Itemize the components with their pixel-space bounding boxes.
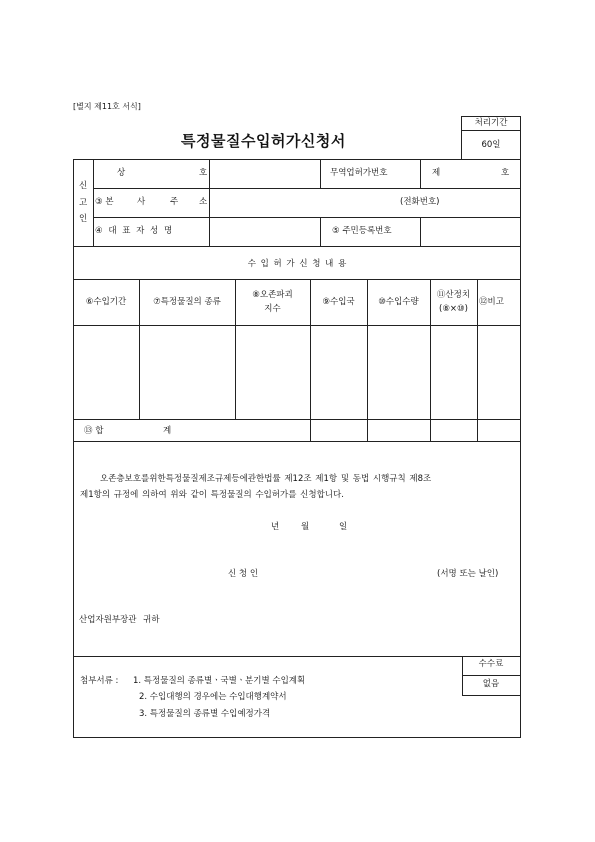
processing-period-value: 60일 bbox=[481, 140, 501, 150]
addressee: 산업자원부장관 귀하 bbox=[79, 615, 160, 625]
column-substance-type: ⑦특정물질의 종류 bbox=[153, 297, 221, 307]
address-label-3: 주 bbox=[170, 197, 179, 207]
applicant-signature-label: 신 청 인 bbox=[228, 569, 259, 579]
signature-note: (서명 또는 날인) bbox=[437, 569, 499, 579]
column-calculated-line1: ⑪산정치 bbox=[436, 290, 471, 300]
trade-license-suffix: 호 bbox=[501, 168, 510, 178]
date-day: 일 bbox=[339, 522, 348, 532]
column-remarks: ⑫비고 bbox=[479, 297, 504, 307]
address-label-2: 사 bbox=[137, 197, 146, 207]
column-calculated-line2: (⑧×⑩) bbox=[439, 304, 468, 314]
applicant-group-label-3: 인 bbox=[79, 214, 88, 224]
attachment-item-3: 3. 특정물질의 종류별 수입예정가격 bbox=[139, 709, 271, 719]
representative-name-label: ④ 대 표 자 성 명 bbox=[95, 226, 173, 236]
fee-value: 없음 bbox=[482, 679, 500, 689]
address-label-4: 소 bbox=[199, 197, 208, 207]
column-import-period: ⑥수입기간 bbox=[85, 297, 127, 307]
form-title: 특정물질수입허가신청서 bbox=[181, 132, 346, 150]
fee-label: 수수료 bbox=[478, 659, 504, 669]
trade-license-label: 무역업허가번호 bbox=[330, 168, 388, 178]
address-label-1: ③ 본 bbox=[95, 197, 114, 207]
form-reference: [별지 제11호 서식] bbox=[73, 102, 141, 111]
applicant-group-label-1: 신 bbox=[79, 181, 88, 191]
attachment-item-2: 2. 수입대행의 경우에는 수입대행계약서 bbox=[139, 692, 287, 702]
processing-period-label: 처리기간 bbox=[474, 118, 508, 128]
declaration-line-1: 오존층보호를위한특정물질제조규제등에관한법률 제12조 제1항 및 동법 시행규칙 제8조 bbox=[100, 474, 432, 484]
total-label-1: ⑬ 합 bbox=[84, 426, 104, 436]
attachment-item-1: 1. 특정물질의 종류별ㆍ국별ㆍ분기별 수입계획 bbox=[133, 676, 306, 686]
resident-id-label: ⑤ 주민등록번호 bbox=[332, 226, 392, 236]
attachments-label: 첨부서류 : bbox=[80, 676, 119, 686]
date-year: 년 bbox=[271, 522, 280, 532]
total-label-2: 계 bbox=[163, 426, 172, 436]
column-ozone-index-line1: ⑧오존파괴 bbox=[252, 290, 293, 300]
content-header: 수 입 허 가 신 청 내 용 bbox=[247, 259, 347, 269]
phone-number-label: (전화번호) bbox=[400, 197, 440, 207]
trade-license-prefix: 제 bbox=[432, 168, 441, 178]
declaration-line-2: 제1항의 규정에 의하여 위와 같이 특정물질의 수입허가를 신청합니다. bbox=[80, 490, 344, 500]
column-import-country: ⑨수입국 bbox=[322, 297, 355, 307]
column-ozone-index-line2: 지수 bbox=[264, 304, 281, 314]
column-import-quantity: ⑩수입수량 bbox=[378, 297, 419, 307]
company-name-label-2: 호 bbox=[199, 168, 208, 178]
company-name-label-1: 상 bbox=[117, 168, 126, 178]
date-month: 월 bbox=[301, 522, 310, 532]
applicant-group-label-2: 고 bbox=[79, 198, 88, 208]
